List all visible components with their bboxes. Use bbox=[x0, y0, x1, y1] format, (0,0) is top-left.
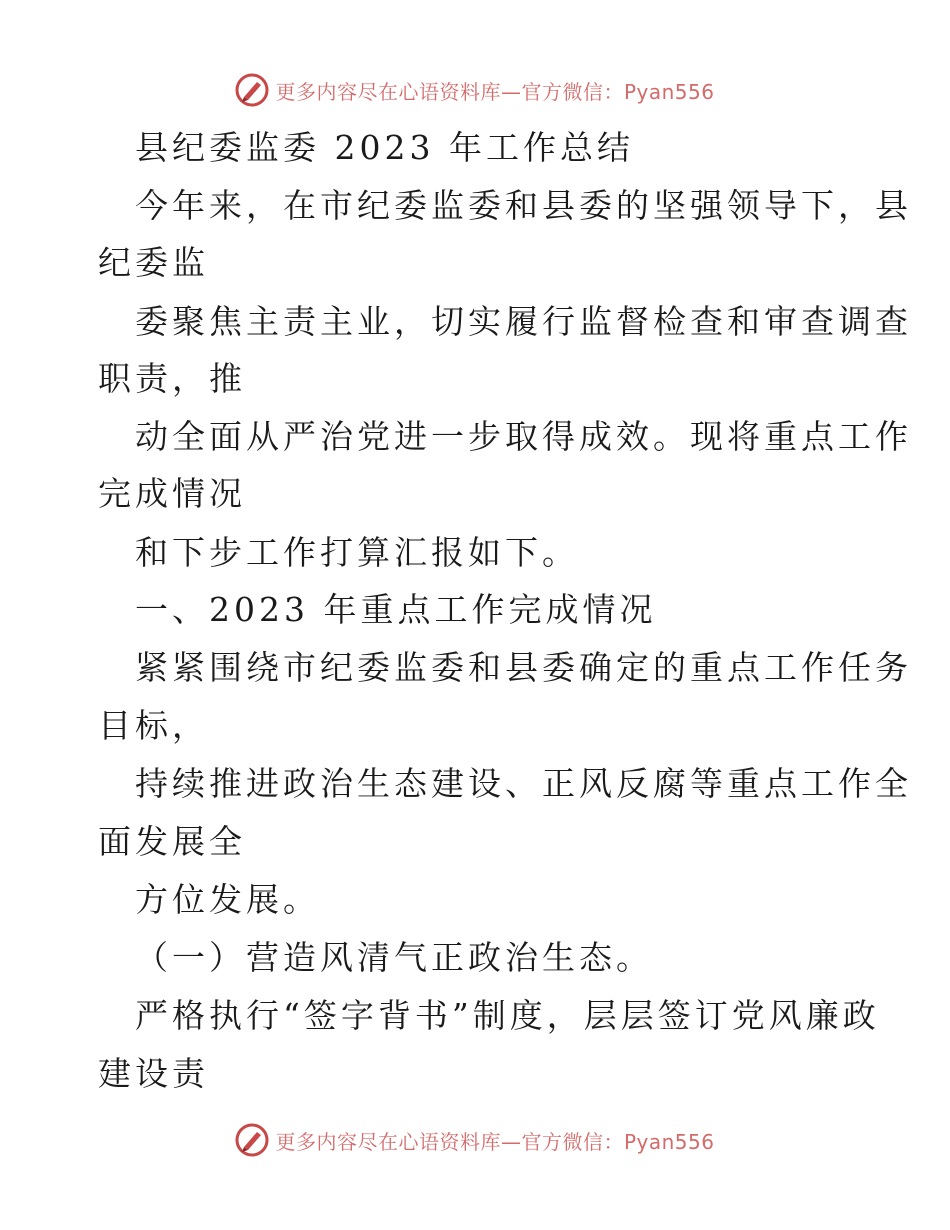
paragraph-line: 持续推进政治生态建设、正风反腐等重点工作全 bbox=[135, 764, 912, 803]
pen-logo-icon bbox=[235, 1123, 269, 1157]
paragraph-line: 建设责 bbox=[98, 1054, 209, 1093]
paragraph-line: 紧紧围绕市纪委监委和县委确定的重点工作任务 bbox=[135, 648, 912, 687]
paragraph-line: 委聚焦主责主业，切实履行监督检查和审查调查 bbox=[135, 302, 912, 341]
watermark-text: 更多内容尽在心语资料库—官方微信：Pyan556 bbox=[275, 79, 715, 104]
paragraph-line: 纪委监 bbox=[98, 243, 209, 282]
watermark-text: 更多内容尽在心语资料库—官方微信：Pyan556 bbox=[275, 1129, 715, 1154]
header-watermark bbox=[0, 70, 950, 110]
paragraph-line: 方位发展。 bbox=[135, 880, 320, 919]
section-heading: 一、2023 年重点工作完成情况 bbox=[135, 590, 657, 629]
subsection-heading: （一）营造风清气正政治生态。 bbox=[135, 938, 653, 977]
footer-watermark bbox=[0, 1120, 950, 1160]
paragraph-line: 动全面从严治党进一步取得成效。现将重点工作 bbox=[135, 417, 912, 456]
paragraph-line: 严格执行“签字背书”制度，层层签订党风廉政 bbox=[135, 996, 880, 1035]
document-title: 县纪委监委 2023 年工作总结 bbox=[135, 128, 634, 167]
paragraph-line: 目标， bbox=[98, 706, 209, 745]
paragraph-line: 和下步工作打算汇报如下。 bbox=[135, 533, 579, 572]
paragraph-line: 职责，推 bbox=[98, 359, 246, 398]
paragraph-line: 面发展全 bbox=[98, 822, 246, 861]
paragraph-line: 今年来，在市纪委监委和县委的坚强领导下，县 bbox=[135, 186, 912, 225]
pen-logo-icon bbox=[235, 73, 269, 107]
paragraph-line: 完成情况 bbox=[98, 474, 246, 513]
